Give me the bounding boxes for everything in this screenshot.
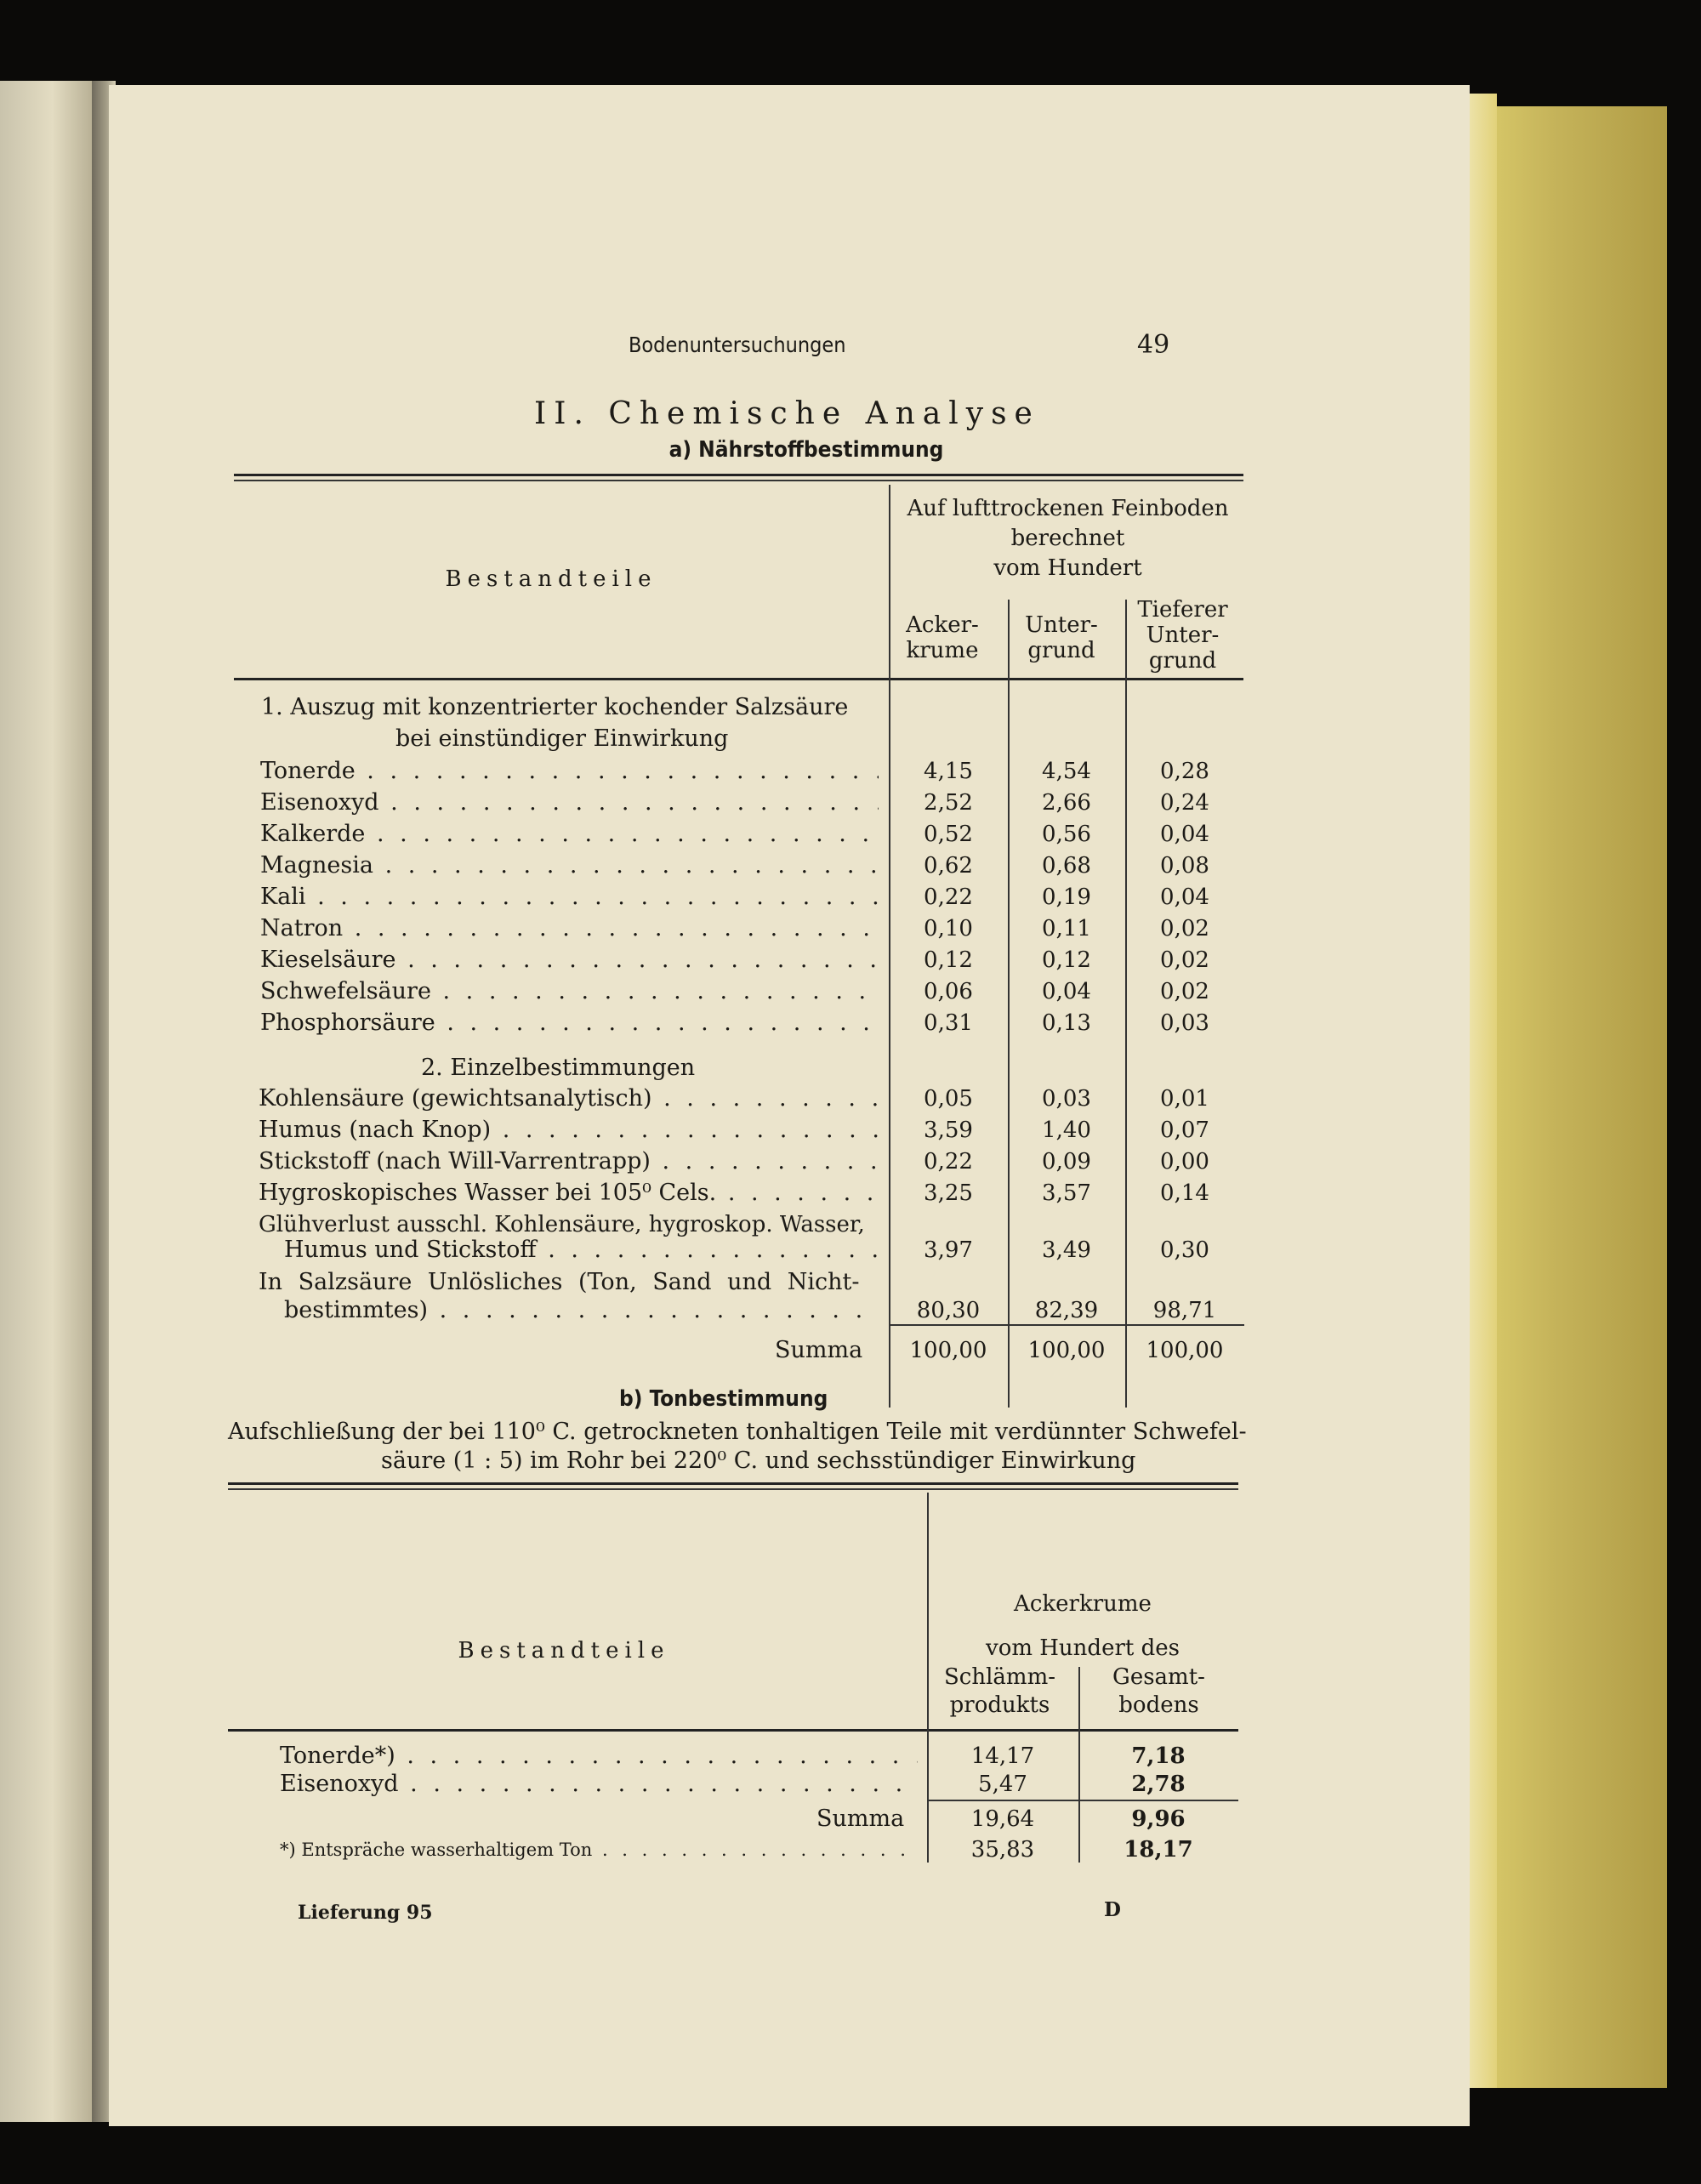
row-label: Kali . . . (260, 883, 879, 912)
group-header-line2: vom Hundert des (986, 1635, 1180, 1661)
value-untergrund: 0,56 (1042, 822, 1091, 847)
value-untergrund: 82,39 (1034, 1298, 1099, 1323)
running-title: Bodenuntersuchungen (629, 333, 846, 357)
row-label: Eisenoxyd . . . (260, 788, 879, 817)
value-gesamt: 2,78 (1131, 1772, 1186, 1797)
col-ackerkrume-l2: krume (906, 638, 979, 663)
row-label: Stickstoff (nach Will-Varrentrapp) . . . (259, 1147, 879, 1176)
summa-label: Summa (816, 1806, 905, 1832)
part-b-description-l2: säure (1 : 5) im Rohr bei 220⁰ C. und sechsstündiger Einwirkung (381, 1447, 1136, 1474)
value-ackerkrume: 0,62 (924, 853, 973, 879)
value-schlaemm: 5,47 (978, 1772, 1027, 1797)
col-gesamt-l2: bodens (1118, 1692, 1199, 1718)
col-tieferer-l3: grund (1148, 648, 1217, 674)
value-untergrund: 0,03 (1042, 1086, 1091, 1112)
group-header-line2: berechnet (1010, 526, 1125, 551)
value-untergrund: 0,09 (1042, 1149, 1091, 1174)
col-untergrund-l1: Unter- (1025, 612, 1098, 638)
value-tieferer: 0,14 (1160, 1180, 1209, 1206)
value-tieferer: 0,01 (1160, 1086, 1209, 1112)
value-tieferer: 0,02 (1160, 916, 1209, 941)
summa-rule (889, 1324, 1244, 1326)
value-untergrund: 0,04 (1042, 979, 1091, 1004)
row-label: Humus (nach Knop) . . . (259, 1116, 879, 1145)
section-1-heading: 1. Auszug mit konzentrierter kochender Salzsäure (261, 694, 849, 720)
footnote-schlaemm: 35,83 (970, 1837, 1035, 1863)
value-ackerkrume: 0,31 (924, 1010, 973, 1036)
page-stack-edge (1480, 106, 1667, 2088)
value-untergrund: 4,54 (1042, 759, 1091, 784)
value-ackerkrume: 0,05 (924, 1086, 973, 1112)
col-tieferer-l2: Unter- (1146, 623, 1220, 648)
value-gesamt: 7,18 (1131, 1743, 1186, 1769)
part-b-description-l1: Aufschließung der bei 110⁰ C. getrockneten tonhaltigen Teile mit verdünnter Schwefel- (228, 1419, 1247, 1445)
col-tieferer-l1: Tieferer (1137, 597, 1228, 623)
row-label: Schwefelsäure . . . (260, 977, 879, 1006)
summa-label: Summa (775, 1337, 863, 1363)
col-gesamt-l1: Gesamt- (1112, 1664, 1205, 1690)
footnote-gesamt: 18,17 (1124, 1837, 1193, 1863)
value-ackerkrume: 0,52 (924, 822, 973, 847)
row-label-line1: Glühverlust ausschl. Kohlensäure, hygroskop. Wasser, (259, 1212, 865, 1237)
page-number: 49 (1137, 330, 1170, 360)
row-label: Tonerde . . . (260, 757, 879, 786)
value-ackerkrume: 80,30 (916, 1298, 981, 1323)
summa-gesamt: 9,96 (1131, 1806, 1186, 1832)
value-tieferer: 0,02 (1160, 947, 1209, 973)
value-tieferer: 0,07 (1160, 1118, 1209, 1143)
row-label: Kalkerde . . . (260, 820, 879, 849)
col-header-label: Bestandteile (445, 566, 657, 592)
value-tieferer: 0,08 (1160, 853, 1209, 879)
row-label-line1: In Salzsäure Unlösliches (Ton, Sand und Nicht- (259, 1269, 860, 1295)
row-label-line2: bestimmtes) . . . (284, 1296, 879, 1325)
value-ackerkrume: 3,97 (924, 1237, 973, 1263)
value-ackerkrume: 0,22 (924, 1149, 973, 1174)
row-label: Kohlensäure (gewichtsanalytisch) . . . (259, 1084, 879, 1113)
value-ackerkrume: 0,22 (924, 884, 973, 910)
value-untergrund: 2,66 (1042, 790, 1091, 816)
value-ackerkrume: 2,52 (924, 790, 973, 816)
footnote-label: *) Entspräche wasserhaltigem Ton . . . (280, 1835, 918, 1864)
group-header-line3: vom Hundert (993, 555, 1142, 581)
summa-schlaemm: 19,64 (970, 1806, 1035, 1832)
part-b-title: b) Tonbestimmung (619, 1386, 828, 1412)
value-tieferer: 98,71 (1152, 1298, 1217, 1323)
value-untergrund: 0,12 (1042, 947, 1091, 973)
table-top-rule (234, 474, 1243, 476)
summa-rule (927, 1800, 1238, 1801)
row-label: Tonerde*) . . . (280, 1742, 918, 1771)
left-page-edge (0, 81, 95, 2122)
value-ackerkrume: 3,25 (924, 1180, 973, 1206)
header-rule (234, 678, 1243, 680)
table-top-rule-2 (228, 1488, 1238, 1490)
printer-signature: Lieferung 95 (298, 1902, 433, 1924)
row-label: Phosphorsäure . . . (260, 1009, 879, 1038)
signature-mark: D (1104, 1898, 1121, 1921)
summa-ackerkrume: 100,00 (909, 1338, 987, 1363)
value-tieferer: 0,28 (1160, 759, 1209, 784)
row-label: Hygroskopisches Wasser bei 105⁰ Cels. . . . (259, 1179, 879, 1208)
value-ackerkrume: 4,15 (924, 759, 973, 784)
section-2-heading: 2. Einzelbestimmungen (421, 1055, 696, 1081)
value-ackerkrume: 3,59 (924, 1118, 973, 1143)
section-1-subheading: bei einstündiger Einwirkung (395, 725, 729, 752)
col-ackerkrume-l1: Acker- (906, 612, 979, 638)
row-label: Natron . . . (260, 914, 879, 943)
value-tieferer: 0,03 (1160, 1010, 1209, 1036)
value-untergrund: 0,11 (1042, 916, 1091, 941)
value-untergrund: 3,57 (1042, 1180, 1091, 1206)
book-page (109, 85, 1470, 2126)
value-tieferer: 0,00 (1160, 1149, 1209, 1174)
table-top-rule-2 (234, 480, 1243, 481)
group-header-line1: Auf lufttrockenen Feinboden (907, 496, 1229, 521)
value-ackerkrume: 0,06 (924, 979, 973, 1004)
value-tieferer: 0,30 (1160, 1237, 1209, 1263)
col-schlaemm-l1: Schlämm- (943, 1664, 1056, 1690)
group-header-line1: Ackerkrume (1014, 1591, 1152, 1617)
value-untergrund: 0,19 (1042, 884, 1091, 910)
table-top-rule (228, 1482, 1238, 1485)
value-untergrund: 0,68 (1042, 853, 1091, 879)
part-a-title: a) Nährstoffbestimmung (668, 437, 944, 463)
row-label: Magnesia . . . (260, 851, 879, 880)
value-tieferer: 0,04 (1160, 884, 1209, 910)
value-ackerkrume: 0,12 (924, 947, 973, 973)
value-tieferer: 0,04 (1160, 822, 1209, 847)
value-untergrund: 3,49 (1042, 1237, 1091, 1263)
col-untergrund-l2: grund (1027, 638, 1095, 663)
value-ackerkrume: 0,10 (924, 916, 973, 941)
value-schlaemm: 14,17 (970, 1743, 1035, 1769)
row-label: Kieselsäure . . . (260, 946, 879, 975)
summa-untergrund: 100,00 (1027, 1338, 1106, 1363)
col-header-label: Bestandteile (458, 1638, 670, 1664)
value-untergrund: 1,40 (1042, 1118, 1091, 1143)
value-tieferer: 0,24 (1160, 790, 1209, 816)
summa-tieferer: 100,00 (1146, 1338, 1224, 1363)
header-rule (228, 1729, 1238, 1732)
col-schlaemm-l2: produkts (949, 1692, 1050, 1718)
row-label: Eisenoxyd . . . (280, 1770, 918, 1799)
value-tieferer: 0,02 (1160, 979, 1209, 1004)
section-title: II. Chemische Analyse (534, 396, 1040, 431)
row-label-line2: Humus und Stickstoff . . . (284, 1236, 879, 1265)
value-untergrund: 0,13 (1042, 1010, 1091, 1036)
